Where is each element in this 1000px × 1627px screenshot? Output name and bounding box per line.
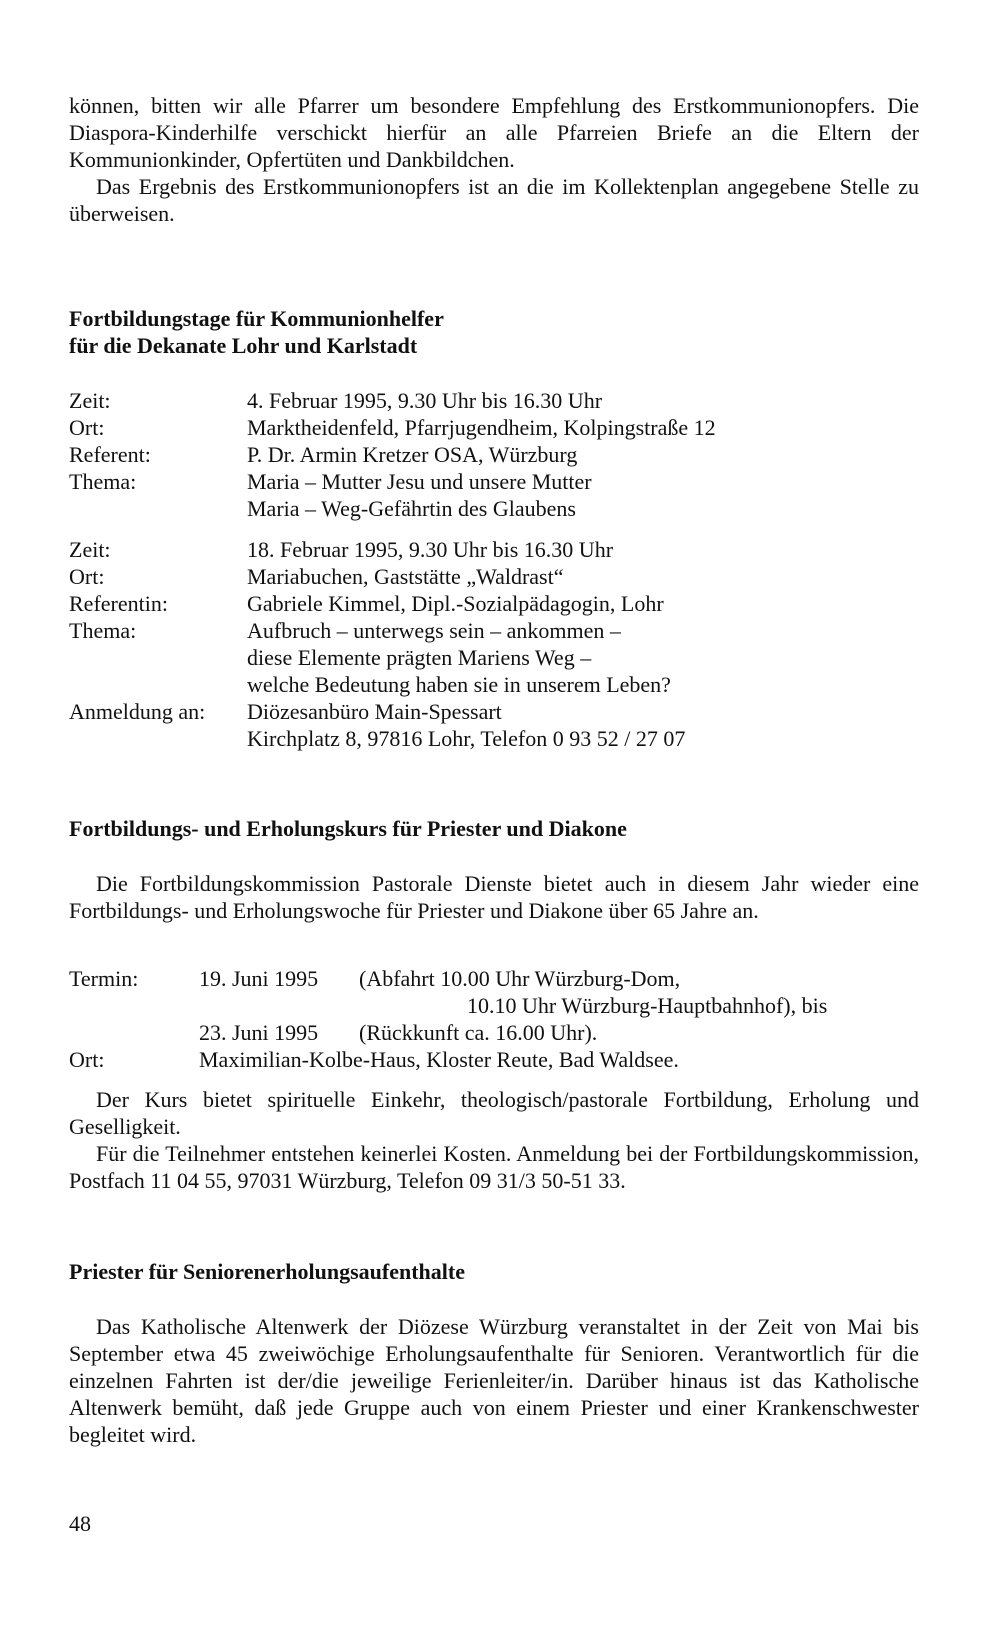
event2-thema-value-2: diese Elemente prägten Mariens Weg – [247, 645, 592, 670]
section2-ort-value: Maximilian-Kolbe-Haus, Kloster Reute, Bad Waldsee. [199, 1047, 679, 1072]
section2-paragraph-1: Die Fortbildungskommission Pastorale Dienste bietet auch in diesem Jahr wieder eine Fortbildungs- und Erholungswoche für Priester und Diakone über 65 Jahre an. [69, 871, 919, 923]
anmeldung-label: Anmeldung an: [69, 699, 206, 724]
termin-row-2 [69, 992, 949, 1019]
section3-paragraph-1: Das Katholische Altenwerk der Diözese Würzburg veranstaltet in der Zeit von Mai bis September etwa 45 zweiwöchige Erholungsaufenthalte für Senioren. Verantwortlich für die einzelnen Fahrten ist der/die jeweilige Ferienleiter/in. Darüber hinaus ist das Katholische Altenwerk bemüht, daß jede Gruppe auch von einem Priester und einer Krankenschwester begleitet wird. [69, 1314, 919, 1447]
section1-title-line2: für die Dekanate Lohr und Karlstadt [69, 333, 418, 358]
page-number: 48 [69, 1511, 91, 1536]
event2-referentin-value: Gabriele Kimmel, Dipl.-Sozialpädagogin, Lohr [247, 591, 664, 616]
section2-ort-label: Ort: [69, 1047, 105, 1072]
event1-ort-value: Marktheidenfeld, Pfarrjugendheim, Kolpingstraße 12 [247, 415, 716, 440]
termin-detail-2: 10.10 Uhr Würzburg-Hauptbahnhof), bis [467, 993, 828, 1018]
event1-referent-label: Referent: [69, 442, 151, 467]
section2-paragraph-2: Der Kurs bietet spirituelle Einkehr, theologisch/pastorale Fortbildung, Erholung und Geselligkeit. [69, 1087, 919, 1139]
termin-label: Termin: [69, 966, 139, 991]
event1-thema-row-2 [69, 495, 949, 522]
event1-thema-value-1: Maria – Mutter Jesu und unsere Mutter [247, 469, 592, 494]
event2-zeit-value: 18. Februar 1995, 9.30 Uhr bis 16.30 Uhr [247, 537, 614, 562]
termin-date-1: 19. Juni 1995 [199, 966, 319, 991]
event2-thema-value-3: welche Bedeutung haben sie in unserem Leben? [247, 672, 671, 697]
event1-zeit-row [69, 387, 949, 414]
intro-paragraph-2: Das Ergebnis des Erstkommunionopfers ist an die im Kollektenplan angegebene Stelle zu überweisen. [69, 174, 919, 226]
event1-zeit-label: Zeit: [69, 388, 111, 413]
event2-zeit-label: Zeit: [69, 537, 111, 562]
termin-date-2: 23. Juni 1995 [199, 1020, 319, 1045]
section2-paragraph-3: Für die Teilnehmer entstehen keinerlei Kosten. Anmeldung bei der Fortbildungskommission, Postfach 11 04 55, 97031 Würzburg, Telefon 09 31/3 50-51 33. [69, 1141, 919, 1193]
event2-ort-value: Mariabuchen, Gaststätte „Waldrast“ [247, 564, 564, 589]
event1-thema-row [69, 468, 949, 495]
section1-title-line1: Fortbildungstage für Kommunionhelfer [69, 306, 444, 331]
termin-row-3 [69, 1019, 949, 1046]
anmeldung-value-1: Diözesanbüro Main-Spessart [247, 699, 502, 724]
event2-thema-value-1: Aufbruch – unterwegs sein – ankommen – [247, 618, 621, 643]
event1-ort-label: Ort: [69, 415, 105, 440]
event2-thema-row [69, 617, 949, 644]
section2-ort-row [69, 1046, 949, 1073]
event2-referentin-row [69, 590, 949, 617]
termin-detail-3: (Rückkunft ca. 16.00 Uhr). [359, 1020, 598, 1045]
event2-thema-label: Thema: [69, 618, 137, 643]
termin-detail-1: (Abfahrt 10.00 Uhr Würzburg-Dom, [359, 966, 681, 991]
event1-ort-row [69, 414, 949, 441]
termin-row-1 [69, 965, 949, 992]
event2-thema-row-2 [69, 644, 949, 671]
event1-referent-value: P. Dr. Armin Kretzer OSA, Würzburg [247, 442, 578, 467]
event1-referent-row [69, 441, 949, 468]
intro-paragraph-1: können, bitten wir alle Pfarrer um besondere Empfehlung des Erstkommunionopfers. Die Diaspora-Kinderhilfe verschickt hierfür an alle Pfarreien Briefe an die Eltern der Kommunionkinder, Opfertüten und Dankbildchen. [69, 93, 919, 172]
section3-title: Priester für Seniorenerholungsaufenthalte [69, 1259, 465, 1284]
event1-thema-label: Thema: [69, 469, 137, 494]
event1-thema-value-2: Maria – Weg-Gefährtin des Glaubens [247, 496, 576, 521]
anmeldung-value-2: Kirchplatz 8, 97816 Lohr, Telefon 0 93 52 / 27 07 [247, 726, 686, 751]
section2-title: Fortbildungs- und Erholungskurs für Priester und Diakone [69, 816, 627, 841]
event2-ort-label: Ort: [69, 564, 105, 589]
anmeldung-row-2 [69, 725, 949, 752]
event1-zeit-value: 4. Februar 1995, 9.30 Uhr bis 16.30 Uhr [247, 388, 603, 413]
event2-referentin-label: Referentin: [69, 591, 168, 616]
event2-thema-row-3 [69, 671, 949, 698]
event2-zeit-row [69, 536, 949, 563]
anmeldung-row [69, 698, 949, 725]
event2-ort-row [69, 563, 949, 590]
